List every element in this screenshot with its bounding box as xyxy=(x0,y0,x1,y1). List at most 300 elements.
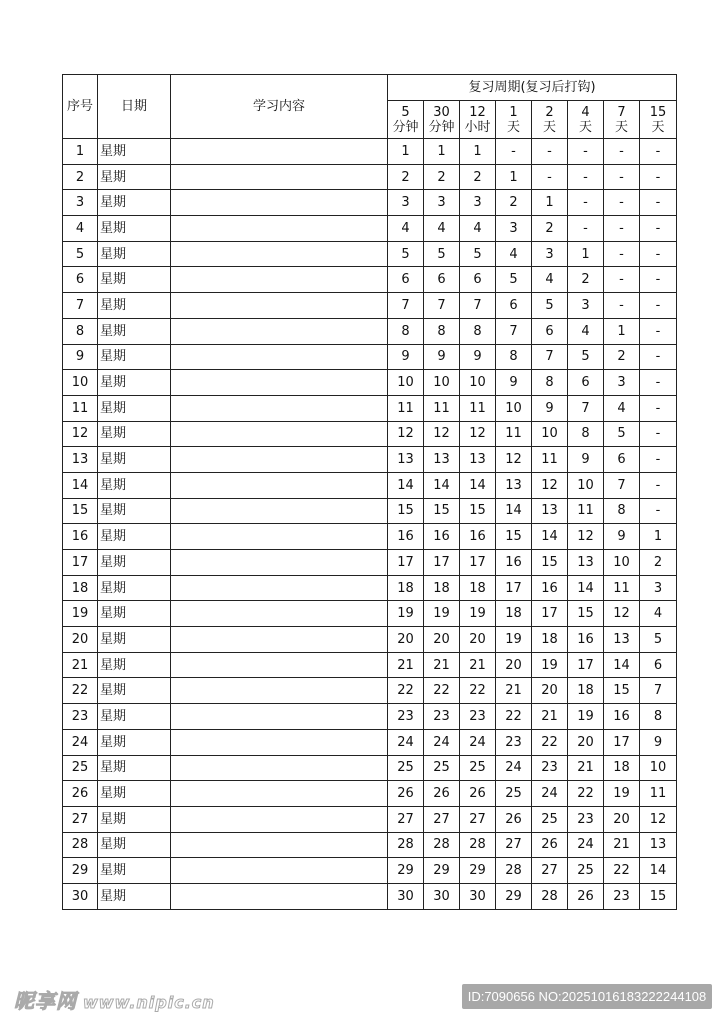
review-cell[interactable]: 27 xyxy=(424,806,460,832)
review-cell[interactable]: 22 xyxy=(424,678,460,704)
review-cell[interactable]: 16 xyxy=(424,524,460,550)
row-content[interactable] xyxy=(171,678,388,704)
row-content[interactable] xyxy=(171,806,388,832)
review-cell[interactable]: 13 xyxy=(604,627,640,653)
review-cell[interactable]: 27 xyxy=(532,858,568,884)
row-content[interactable] xyxy=(171,190,388,216)
row-content[interactable] xyxy=(171,781,388,807)
review-cell[interactable]: 23 xyxy=(496,729,532,755)
review-cell[interactable]: 12 xyxy=(604,601,640,627)
review-cell[interactable]: 15 xyxy=(604,678,640,704)
review-cell[interactable]: - xyxy=(640,216,677,242)
review-cell[interactable]: 9 xyxy=(388,344,424,370)
review-cell[interactable]: 22 xyxy=(388,678,424,704)
review-cell[interactable]: 18 xyxy=(388,575,424,601)
review-cell[interactable]: 28 xyxy=(424,832,460,858)
row-date[interactable]: 星期 xyxy=(98,216,171,242)
review-cell[interactable]: 6 xyxy=(460,267,496,293)
review-cell[interactable]: 18 xyxy=(496,601,532,627)
review-cell[interactable]: 20 xyxy=(388,627,424,653)
row-date[interactable]: 星期 xyxy=(98,601,171,627)
row-date[interactable]: 星期 xyxy=(98,293,171,319)
review-cell[interactable]: 23 xyxy=(568,806,604,832)
review-cell[interactable]: 8 xyxy=(640,704,677,730)
row-date[interactable]: 星期 xyxy=(98,627,171,653)
review-cell[interactable]: 16 xyxy=(496,550,532,576)
review-cell[interactable]: 3 xyxy=(496,216,532,242)
review-cell[interactable]: 8 xyxy=(568,421,604,447)
review-cell[interactable]: 3 xyxy=(460,190,496,216)
row-date[interactable]: 星期 xyxy=(98,421,171,447)
review-cell[interactable]: 10 xyxy=(640,755,677,781)
review-cell[interactable]: - xyxy=(532,139,568,165)
review-cell[interactable]: 5 xyxy=(424,241,460,267)
review-cell[interactable]: 5 xyxy=(532,293,568,319)
review-cell[interactable]: 12 xyxy=(388,421,424,447)
row-content[interactable] xyxy=(171,652,388,678)
review-cell[interactable]: 16 xyxy=(604,704,640,730)
review-cell[interactable]: - xyxy=(568,139,604,165)
review-cell[interactable]: 7 xyxy=(460,293,496,319)
review-cell[interactable]: 11 xyxy=(496,421,532,447)
review-cell[interactable]: 1 xyxy=(640,524,677,550)
row-content[interactable] xyxy=(171,216,388,242)
review-cell[interactable]: 17 xyxy=(388,550,424,576)
review-cell[interactable]: 16 xyxy=(532,575,568,601)
review-cell[interactable]: - xyxy=(640,498,677,524)
review-cell[interactable]: 13 xyxy=(424,447,460,473)
row-content[interactable] xyxy=(171,627,388,653)
review-cell[interactable]: 13 xyxy=(640,832,677,858)
review-cell[interactable]: 5 xyxy=(460,241,496,267)
review-cell[interactable]: - xyxy=(640,190,677,216)
review-cell[interactable]: 2 xyxy=(496,190,532,216)
review-cell[interactable]: 24 xyxy=(388,729,424,755)
review-cell[interactable]: 5 xyxy=(388,241,424,267)
review-cell[interactable]: - xyxy=(496,139,532,165)
review-cell[interactable]: 13 xyxy=(496,472,532,498)
review-cell[interactable]: 29 xyxy=(496,883,532,909)
review-cell[interactable]: 11 xyxy=(388,395,424,421)
review-cell[interactable]: - xyxy=(640,164,677,190)
review-cell[interactable]: 27 xyxy=(388,806,424,832)
review-cell[interactable]: 22 xyxy=(568,781,604,807)
review-cell[interactable]: 17 xyxy=(532,601,568,627)
review-cell[interactable]: 30 xyxy=(388,883,424,909)
review-cell[interactable]: 26 xyxy=(388,781,424,807)
row-content[interactable] xyxy=(171,293,388,319)
row-date[interactable]: 星期 xyxy=(98,832,171,858)
review-cell[interactable]: 21 xyxy=(532,704,568,730)
review-cell[interactable]: 11 xyxy=(568,498,604,524)
review-cell[interactable]: 4 xyxy=(388,216,424,242)
review-cell[interactable]: 21 xyxy=(568,755,604,781)
review-cell[interactable]: 20 xyxy=(460,627,496,653)
review-cell[interactable]: 13 xyxy=(460,447,496,473)
review-cell[interactable]: 9 xyxy=(604,524,640,550)
review-cell[interactable]: - xyxy=(568,164,604,190)
review-cell[interactable]: 8 xyxy=(460,318,496,344)
review-cell[interactable]: 18 xyxy=(604,755,640,781)
row-date[interactable]: 星期 xyxy=(98,267,171,293)
review-cell[interactable]: 1 xyxy=(604,318,640,344)
review-cell[interactable]: 3 xyxy=(604,370,640,396)
row-content[interactable] xyxy=(171,139,388,165)
review-cell[interactable]: 27 xyxy=(460,806,496,832)
review-cell[interactable]: 21 xyxy=(604,832,640,858)
review-cell[interactable]: 14 xyxy=(424,472,460,498)
review-cell[interactable]: 13 xyxy=(532,498,568,524)
review-cell[interactable]: - xyxy=(604,139,640,165)
review-cell[interactable]: 30 xyxy=(460,883,496,909)
review-cell[interactable]: 5 xyxy=(640,627,677,653)
review-cell[interactable]: 22 xyxy=(532,729,568,755)
review-cell[interactable]: 19 xyxy=(460,601,496,627)
review-cell[interactable]: 21 xyxy=(460,652,496,678)
review-cell[interactable]: 3 xyxy=(532,241,568,267)
review-cell[interactable]: 16 xyxy=(460,524,496,550)
review-cell[interactable]: - xyxy=(532,164,568,190)
review-cell[interactable]: 15 xyxy=(532,550,568,576)
review-cell[interactable]: 4 xyxy=(424,216,460,242)
row-content[interactable] xyxy=(171,524,388,550)
review-cell[interactable]: 2 xyxy=(388,164,424,190)
review-cell[interactable]: 19 xyxy=(424,601,460,627)
review-cell[interactable]: 25 xyxy=(460,755,496,781)
review-cell[interactable]: 30 xyxy=(424,883,460,909)
review-cell[interactable]: 8 xyxy=(388,318,424,344)
row-content[interactable] xyxy=(171,755,388,781)
review-cell[interactable]: 3 xyxy=(568,293,604,319)
review-cell[interactable]: 2 xyxy=(604,344,640,370)
review-cell[interactable]: 10 xyxy=(424,370,460,396)
review-cell[interactable]: - xyxy=(604,293,640,319)
row-date[interactable]: 星期 xyxy=(98,883,171,909)
review-cell[interactable]: 26 xyxy=(424,781,460,807)
review-cell[interactable]: 22 xyxy=(604,858,640,884)
review-cell[interactable]: 5 xyxy=(604,421,640,447)
row-content[interactable] xyxy=(171,318,388,344)
review-cell[interactable]: 13 xyxy=(568,550,604,576)
review-cell[interactable]: 11 xyxy=(604,575,640,601)
review-cell[interactable]: 7 xyxy=(532,344,568,370)
row-content[interactable] xyxy=(171,729,388,755)
review-cell[interactable]: 12 xyxy=(640,806,677,832)
row-date[interactable]: 星期 xyxy=(98,524,171,550)
review-cell[interactable]: 23 xyxy=(604,883,640,909)
review-cell[interactable]: 20 xyxy=(568,729,604,755)
review-cell[interactable]: 16 xyxy=(388,524,424,550)
review-cell[interactable]: 3 xyxy=(388,190,424,216)
review-cell[interactable]: 27 xyxy=(496,832,532,858)
review-cell[interactable]: 10 xyxy=(604,550,640,576)
review-cell[interactable]: 22 xyxy=(460,678,496,704)
row-content[interactable] xyxy=(171,601,388,627)
review-cell[interactable]: 9 xyxy=(496,370,532,396)
review-cell[interactable]: 15 xyxy=(496,524,532,550)
review-cell[interactable]: 18 xyxy=(460,575,496,601)
review-cell[interactable]: 8 xyxy=(496,344,532,370)
review-cell[interactable]: 24 xyxy=(568,832,604,858)
review-cell[interactable]: 7 xyxy=(568,395,604,421)
review-cell[interactable]: 17 xyxy=(568,652,604,678)
review-cell[interactable]: 18 xyxy=(424,575,460,601)
row-content[interactable] xyxy=(171,575,388,601)
review-cell[interactable]: 10 xyxy=(388,370,424,396)
review-cell[interactable]: 15 xyxy=(424,498,460,524)
review-cell[interactable]: 3 xyxy=(640,575,677,601)
row-content[interactable] xyxy=(171,472,388,498)
row-content[interactable] xyxy=(171,421,388,447)
review-cell[interactable]: 21 xyxy=(424,652,460,678)
review-cell[interactable]: - xyxy=(568,216,604,242)
review-cell[interactable]: 23 xyxy=(424,704,460,730)
row-date[interactable]: 星期 xyxy=(98,806,171,832)
review-cell[interactable]: 7 xyxy=(388,293,424,319)
review-cell[interactable]: 4 xyxy=(568,318,604,344)
review-cell[interactable]: 9 xyxy=(640,729,677,755)
review-cell[interactable]: 1 xyxy=(460,139,496,165)
row-content[interactable] xyxy=(171,370,388,396)
row-content[interactable] xyxy=(171,550,388,576)
row-content[interactable] xyxy=(171,883,388,909)
review-cell[interactable]: 14 xyxy=(604,652,640,678)
review-cell[interactable]: 3 xyxy=(424,190,460,216)
review-cell[interactable]: 11 xyxy=(424,395,460,421)
review-cell[interactable]: 12 xyxy=(532,472,568,498)
row-content[interactable] xyxy=(171,164,388,190)
review-cell[interactable]: 22 xyxy=(496,704,532,730)
row-content[interactable] xyxy=(171,447,388,473)
review-cell[interactable]: 12 xyxy=(460,421,496,447)
review-cell[interactable]: 23 xyxy=(388,704,424,730)
row-date[interactable]: 星期 xyxy=(98,472,171,498)
row-date[interactable]: 星期 xyxy=(98,241,171,267)
review-cell[interactable]: 12 xyxy=(568,524,604,550)
review-cell[interactable]: 17 xyxy=(604,729,640,755)
review-cell[interactable]: 28 xyxy=(532,883,568,909)
review-cell[interactable]: 10 xyxy=(496,395,532,421)
review-cell[interactable]: 14 xyxy=(640,858,677,884)
review-cell[interactable]: 20 xyxy=(424,627,460,653)
row-date[interactable]: 星期 xyxy=(98,447,171,473)
row-content[interactable] xyxy=(171,344,388,370)
review-cell[interactable]: 8 xyxy=(604,498,640,524)
review-cell[interactable]: 15 xyxy=(568,601,604,627)
review-cell[interactable]: 1 xyxy=(424,139,460,165)
review-cell[interactable]: 9 xyxy=(532,395,568,421)
review-cell[interactable]: - xyxy=(640,344,677,370)
row-date[interactable]: 星期 xyxy=(98,395,171,421)
review-cell[interactable]: 19 xyxy=(568,704,604,730)
row-content[interactable] xyxy=(171,267,388,293)
review-cell[interactable]: 2 xyxy=(424,164,460,190)
review-cell[interactable]: 6 xyxy=(532,318,568,344)
review-cell[interactable]: 21 xyxy=(496,678,532,704)
review-cell[interactable]: 26 xyxy=(496,806,532,832)
review-cell[interactable]: - xyxy=(604,267,640,293)
review-cell[interactable]: 6 xyxy=(640,652,677,678)
review-cell[interactable]: 19 xyxy=(388,601,424,627)
review-cell[interactable]: - xyxy=(604,164,640,190)
review-cell[interactable]: 14 xyxy=(568,575,604,601)
review-cell[interactable]: 4 xyxy=(460,216,496,242)
review-cell[interactable]: 24 xyxy=(424,729,460,755)
review-cell[interactable]: - xyxy=(604,190,640,216)
review-cell[interactable]: 25 xyxy=(532,806,568,832)
review-cell[interactable]: - xyxy=(640,472,677,498)
review-cell[interactable]: 23 xyxy=(460,704,496,730)
review-cell[interactable]: 24 xyxy=(460,729,496,755)
row-date[interactable]: 星期 xyxy=(98,344,171,370)
review-cell[interactable]: 12 xyxy=(424,421,460,447)
row-date[interactable]: 星期 xyxy=(98,729,171,755)
review-cell[interactable]: - xyxy=(604,216,640,242)
review-cell[interactable]: - xyxy=(640,267,677,293)
review-cell[interactable]: 20 xyxy=(604,806,640,832)
review-cell[interactable]: 12 xyxy=(496,447,532,473)
review-cell[interactable]: 25 xyxy=(568,858,604,884)
review-cell[interactable]: 23 xyxy=(532,755,568,781)
review-cell[interactable]: 2 xyxy=(568,267,604,293)
review-cell[interactable]: 9 xyxy=(568,447,604,473)
review-cell[interactable]: 5 xyxy=(568,344,604,370)
review-cell[interactable]: 11 xyxy=(532,447,568,473)
review-cell[interactable]: 14 xyxy=(460,472,496,498)
review-cell[interactable]: 28 xyxy=(460,832,496,858)
review-cell[interactable]: - xyxy=(640,293,677,319)
row-content[interactable] xyxy=(171,832,388,858)
row-date[interactable]: 星期 xyxy=(98,139,171,165)
review-cell[interactable]: 16 xyxy=(568,627,604,653)
row-content[interactable] xyxy=(171,241,388,267)
review-cell[interactable]: 20 xyxy=(532,678,568,704)
review-cell[interactable]: 6 xyxy=(496,293,532,319)
row-date[interactable]: 星期 xyxy=(98,498,171,524)
review-cell[interactable]: 8 xyxy=(532,370,568,396)
review-cell[interactable]: 6 xyxy=(424,267,460,293)
row-date[interactable]: 星期 xyxy=(98,704,171,730)
review-cell[interactable]: 26 xyxy=(532,832,568,858)
row-date[interactable]: 星期 xyxy=(98,575,171,601)
review-cell[interactable]: 14 xyxy=(388,472,424,498)
review-cell[interactable]: 7 xyxy=(424,293,460,319)
review-cell[interactable]: 9 xyxy=(424,344,460,370)
review-cell[interactable]: 28 xyxy=(388,832,424,858)
review-cell[interactable]: - xyxy=(568,190,604,216)
review-cell[interactable]: 20 xyxy=(496,652,532,678)
review-cell[interactable]: 25 xyxy=(496,781,532,807)
review-cell[interactable]: 2 xyxy=(532,216,568,242)
review-cell[interactable]: 19 xyxy=(532,652,568,678)
review-cell[interactable]: 7 xyxy=(496,318,532,344)
review-cell[interactable]: 2 xyxy=(640,550,677,576)
review-cell[interactable]: - xyxy=(604,241,640,267)
review-cell[interactable]: 13 xyxy=(388,447,424,473)
review-cell[interactable]: 24 xyxy=(532,781,568,807)
review-cell[interactable]: 6 xyxy=(568,370,604,396)
row-date[interactable]: 星期 xyxy=(98,781,171,807)
review-cell[interactable]: - xyxy=(640,241,677,267)
review-cell[interactable]: 2 xyxy=(460,164,496,190)
row-date[interactable]: 星期 xyxy=(98,190,171,216)
review-cell[interactable]: 10 xyxy=(568,472,604,498)
review-cell[interactable]: 18 xyxy=(568,678,604,704)
review-cell[interactable]: 11 xyxy=(640,781,677,807)
review-cell[interactable]: 17 xyxy=(496,575,532,601)
review-cell[interactable]: 28 xyxy=(496,858,532,884)
review-cell[interactable]: 6 xyxy=(604,447,640,473)
review-cell[interactable]: 4 xyxy=(640,601,677,627)
review-cell[interactable]: 4 xyxy=(496,241,532,267)
review-cell[interactable]: 6 xyxy=(388,267,424,293)
review-cell[interactable]: 25 xyxy=(388,755,424,781)
review-cell[interactable]: 29 xyxy=(460,858,496,884)
review-cell[interactable]: 19 xyxy=(604,781,640,807)
review-cell[interactable]: 15 xyxy=(388,498,424,524)
row-content[interactable] xyxy=(171,704,388,730)
row-date[interactable]: 星期 xyxy=(98,164,171,190)
review-cell[interactable]: 29 xyxy=(388,858,424,884)
review-cell[interactable]: 21 xyxy=(388,652,424,678)
review-cell[interactable]: 24 xyxy=(496,755,532,781)
review-cell[interactable]: 1 xyxy=(388,139,424,165)
review-cell[interactable]: 4 xyxy=(532,267,568,293)
row-date[interactable]: 星期 xyxy=(98,858,171,884)
row-date[interactable]: 星期 xyxy=(98,652,171,678)
review-cell[interactable]: 17 xyxy=(460,550,496,576)
review-cell[interactable]: 15 xyxy=(460,498,496,524)
row-date[interactable]: 星期 xyxy=(98,678,171,704)
review-cell[interactable]: 8 xyxy=(424,318,460,344)
review-cell[interactable]: 17 xyxy=(424,550,460,576)
review-cell[interactable]: 26 xyxy=(568,883,604,909)
review-cell[interactable]: 18 xyxy=(532,627,568,653)
review-cell[interactable]: 14 xyxy=(496,498,532,524)
review-cell[interactable]: 10 xyxy=(460,370,496,396)
review-cell[interactable]: 29 xyxy=(424,858,460,884)
review-cell[interactable]: - xyxy=(640,139,677,165)
review-cell[interactable]: 7 xyxy=(604,472,640,498)
row-date[interactable]: 星期 xyxy=(98,755,171,781)
review-cell[interactable]: 25 xyxy=(424,755,460,781)
row-content[interactable] xyxy=(171,498,388,524)
review-cell[interactable]: 1 xyxy=(532,190,568,216)
review-cell[interactable]: 1 xyxy=(568,241,604,267)
review-cell[interactable]: - xyxy=(640,421,677,447)
review-cell[interactable]: - xyxy=(640,447,677,473)
row-content[interactable] xyxy=(171,395,388,421)
row-date[interactable]: 星期 xyxy=(98,318,171,344)
review-cell[interactable]: 19 xyxy=(496,627,532,653)
review-cell[interactable]: 11 xyxy=(460,395,496,421)
review-cell[interactable]: 1 xyxy=(496,164,532,190)
review-cell[interactable]: - xyxy=(640,370,677,396)
row-date[interactable]: 星期 xyxy=(98,370,171,396)
row-date[interactable]: 星期 xyxy=(98,550,171,576)
review-cell[interactable]: 7 xyxy=(640,678,677,704)
review-cell[interactable]: 15 xyxy=(640,883,677,909)
review-cell[interactable]: 26 xyxy=(460,781,496,807)
review-cell[interactable]: 4 xyxy=(604,395,640,421)
review-cell[interactable]: 14 xyxy=(532,524,568,550)
row-content[interactable] xyxy=(171,858,388,884)
review-cell[interactable]: - xyxy=(640,318,677,344)
review-cell[interactable]: 5 xyxy=(496,267,532,293)
review-cell[interactable]: - xyxy=(640,395,677,421)
review-cell[interactable]: 10 xyxy=(532,421,568,447)
review-cell[interactable]: 9 xyxy=(460,344,496,370)
